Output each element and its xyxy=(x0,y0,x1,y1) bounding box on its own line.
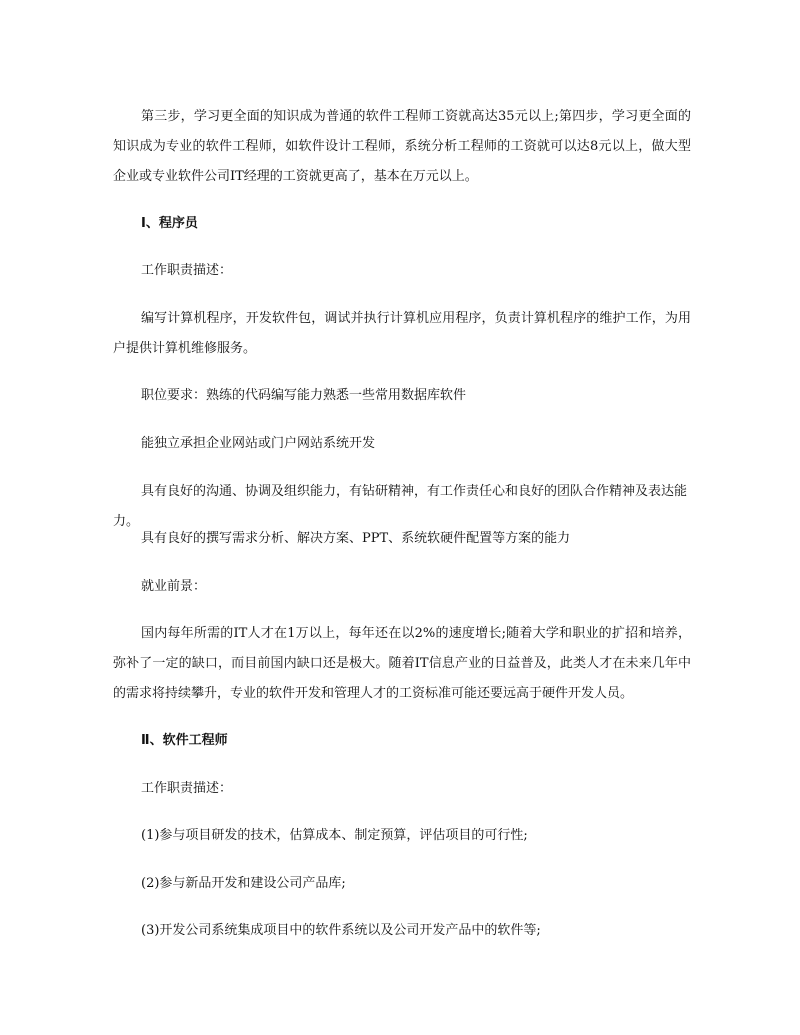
intro-paragraph: 第三步，学习更全面的知识成为普通的软件工程师工资就高达35元以上;第四步，学习更全面的知识成为专业的软件工程师，如软件设计工程师，系统分析工程师的工资就可以达8元以上，做大型企业或专业软件公司IT经理的工资就更高了，基本在万元以上。 xyxy=(113,109,691,184)
section2-duty-label: 工作职责描述： xyxy=(141,781,233,796)
section1-duty-label: 工作职责描述： xyxy=(141,263,233,278)
section1-requirement-2: 能独立承担企业网站或门户网站系统开发 xyxy=(141,436,376,451)
section1-duty-text: 编写计算机程序，开发软件包，调试并执行计算机应用程序，负责计算机程序的维护工作，为用户提供计算机维修服务。 xyxy=(113,311,691,356)
section2-item-1: (1)参与项目研发的技术，估算成本、制定预算，评估项目的可行性; xyxy=(141,828,528,843)
section2-heading: Ⅱ、软件工程师 xyxy=(141,733,228,748)
section1-prospect-text: 国内每年所需的IT人才在1万以上，每年还在以2%的速度增长;随着大学和职业的扩招和培养，弥补了一定的缺口，而目前国内缺口还是极大。随着IT信息产业的日益普及，此类人才在未来几年中的需求将持续攀升，专业的软件开发和管理人才的工资标准可能还要远高于硬件开发人员。 xyxy=(113,626,691,701)
section1-prospect-label: 就业前景： xyxy=(141,579,207,594)
section1-requirement-1: 职位要求：熟练的代码编写能力熟悉一些常用数据库软件 xyxy=(141,388,467,403)
section2-item-2: (2)参与新品开发和建设公司产品库; xyxy=(141,876,346,891)
section1-requirement-3: 具有良好的沟通、协调及组织能力，有钻研精神，有工作责任心和良好的团队合作精神及表达能力。 xyxy=(113,484,688,529)
section1-requirement-4: 具有良好的撰写需求分析、解决方案、PPT、系统软硬件配置等方案的能力 xyxy=(141,531,571,546)
section2-item-3: (3)开发公司系统集成项目中的软件系统以及公司开发产品中的软件等; xyxy=(141,923,541,938)
section1-heading: Ⅰ、程序员 xyxy=(141,216,198,231)
